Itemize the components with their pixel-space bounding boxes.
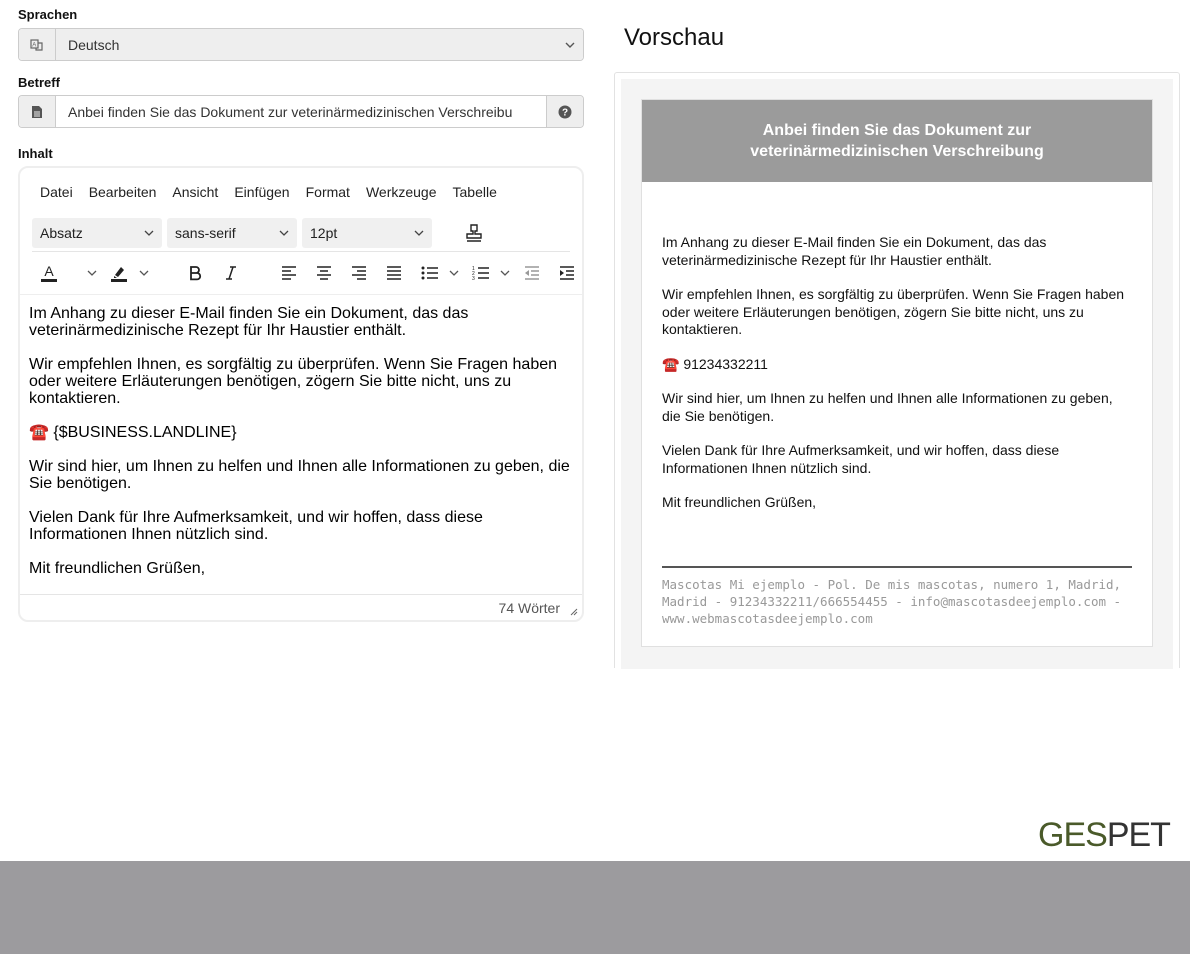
numbered-list-icon[interactable] <box>470 260 492 286</box>
preview-phone: 91234332211 <box>683 355 768 372</box>
outdent-icon[interactable] <box>521 260 543 286</box>
menu-insert[interactable]: Einfügen <box>234 184 290 200</box>
preview-background <box>621 79 1173 669</box>
subject-input[interactable]: Anbei finden Sie das Dokument zur veterinärmedizinischen Verschreibu <box>68 103 513 120</box>
content-paragraph-5: Vielen Dank für Ihre Aufmerksamkeit, und wir hoffen, dass diese Informationen Ihnen nützlich sind. <box>29 509 483 543</box>
highlight-color-icon[interactable] <box>108 260 130 286</box>
chevron-down-icon[interactable] <box>138 260 150 286</box>
content-paragraph-6: Mit freundlichen Grüßen, <box>29 560 206 577</box>
language-value: Deutsch <box>68 36 120 53</box>
chevron-down-icon[interactable] <box>499 260 511 286</box>
editor-statusbar <box>20 594 582 620</box>
chevron-down-icon <box>279 230 289 237</box>
align-center-icon[interactable] <box>313 260 335 286</box>
indent-icon[interactable] <box>556 260 578 286</box>
block-format-value: Absatz <box>40 225 83 241</box>
bottom-bar <box>0 861 1190 954</box>
preview-paragraph-2: Wir empfehlen Ihnen, es sorgfältig zu überprüfen. Wenn Sie Fragen haben oder weitere Erläuterungen benötigen, zögern Sie bitte nicht, uns zu kontaktieren. <box>662 286 1125 337</box>
help-icon[interactable] <box>546 96 583 127</box>
logo-part-1: GES <box>1038 816 1107 854</box>
menu-format[interactable]: Format <box>305 184 350 200</box>
phone-icon: ☎️ <box>662 355 680 372</box>
preview-title: Vorschau <box>624 24 725 51</box>
toolbar-row-2 <box>32 256 570 290</box>
preview-phone-line <box>662 356 1132 374</box>
editor-menubar <box>20 168 513 216</box>
preview-paragraph-5: Vielen Dank für Ihre Aufmerksamkeit, und wir hoffen, dass diese Informationen Ihnen nützlich sind. <box>662 442 1060 476</box>
language-label: Sprachen <box>18 7 78 22</box>
font-family-value: sans-serif <box>175 225 236 241</box>
menu-table[interactable]: Tabelle <box>452 184 497 200</box>
word-count: 74 Wörter <box>498 599 560 616</box>
svg-text:A: A <box>44 263 54 279</box>
chevron-down-icon <box>414 230 424 237</box>
phone-variable: {$BUSINESS.LANDLINE} <box>53 424 237 441</box>
bold-icon[interactable] <box>184 260 206 286</box>
font-size-dropdown[interactable] <box>302 218 432 248</box>
email-footer: Mascotas Mi ejemplo - Pol. De mis mascotas, numero 1, Madrid, Madrid - 91234332211/666554455 - info@mascotasdeejemplo.com - www.webmascotasdeejemplo.com <box>662 566 1132 627</box>
align-right-icon[interactable] <box>348 260 370 286</box>
email-body <box>642 182 1152 512</box>
chevron-down-icon <box>565 41 575 49</box>
stamp-icon[interactable] <box>462 220 486 246</box>
gespet-logo <box>1038 816 1170 855</box>
phone-icon: ☎️ <box>29 424 49 441</box>
svg-text:2: 2 <box>472 271 475 277</box>
bullet-list-icon[interactable] <box>419 260 441 286</box>
resize-handle-icon[interactable] <box>568 606 578 616</box>
content-phone-line <box>29 424 572 441</box>
menu-edit[interactable]: Bearbeiten <box>88 184 157 200</box>
align-justify-icon[interactable] <box>383 260 405 286</box>
chevron-down-icon[interactable] <box>86 260 98 286</box>
preview-paragraph-1: Im Anhang zu dieser E-Mail finden Sie ein Dokument, das das veterinärmedizinische Rezept für Ihr Haustier enthält. <box>662 234 1047 268</box>
chevron-down-icon[interactable] <box>448 260 460 286</box>
block-format-dropdown[interactable] <box>32 218 162 248</box>
preview-frame <box>614 72 1180 668</box>
document-icon <box>19 96 56 127</box>
preview-paragraph-6: Mit freundlichen Grüßen, <box>662 494 817 510</box>
editor-content[interactable] <box>20 294 582 594</box>
svg-text:?: ? <box>561 107 569 118</box>
content-paragraph-1: Im Anhang zu dieser E-Mail finden Sie ein Dokument, das das veterinärmedizinische Rezept für Ihr Haustier enthält. <box>29 305 469 339</box>
content-paragraph-2: Wir empfehlen Ihnen, es sorgfältig zu überprüfen. Wenn Sie Fragen haben oder weitere Erläuterungen benötigen, zögern Sie bitte nicht, uns zu kontaktieren. <box>29 356 558 407</box>
language-select[interactable] <box>18 28 584 61</box>
logo-part-2: PET <box>1106 816 1170 854</box>
toolbar-row-1 <box>32 218 570 252</box>
email-preview <box>641 99 1153 647</box>
menu-view[interactable]: Ansicht <box>172 184 219 200</box>
font-family-dropdown[interactable] <box>167 218 297 248</box>
font-size-value: 12pt <box>310 225 338 241</box>
align-left-icon[interactable] <box>278 260 300 286</box>
subject-field[interactable] <box>18 95 584 128</box>
italic-icon[interactable] <box>220 260 242 286</box>
preview-paragraph-4: Wir sind hier, um Ihnen zu helfen und Ihnen alle Informationen zu geben, die Sie benötigen. <box>662 390 1113 424</box>
rich-text-editor <box>18 166 584 622</box>
menu-file[interactable]: Datei <box>40 184 73 200</box>
content-paragraph-4: Wir sind hier, um Ihnen zu helfen und Ihnen alle Informationen zu geben, die Sie benötigen. <box>29 458 570 492</box>
email-header: Anbei finden Sie das Dokument zur veterinärmedizinischen Verschreibung <box>642 100 1152 182</box>
svg-text:A: A <box>32 42 37 49</box>
chevron-down-icon <box>144 230 154 237</box>
subject-label: Betreff <box>18 75 60 90</box>
svg-text:1: 1 <box>472 266 475 272</box>
content-label: Inhalt <box>18 146 53 161</box>
menu-tools[interactable]: Werkzeuge <box>365 184 437 200</box>
svg-text:3: 3 <box>472 276 475 281</box>
text-color-icon[interactable] <box>38 260 60 286</box>
language-icon <box>19 29 56 60</box>
